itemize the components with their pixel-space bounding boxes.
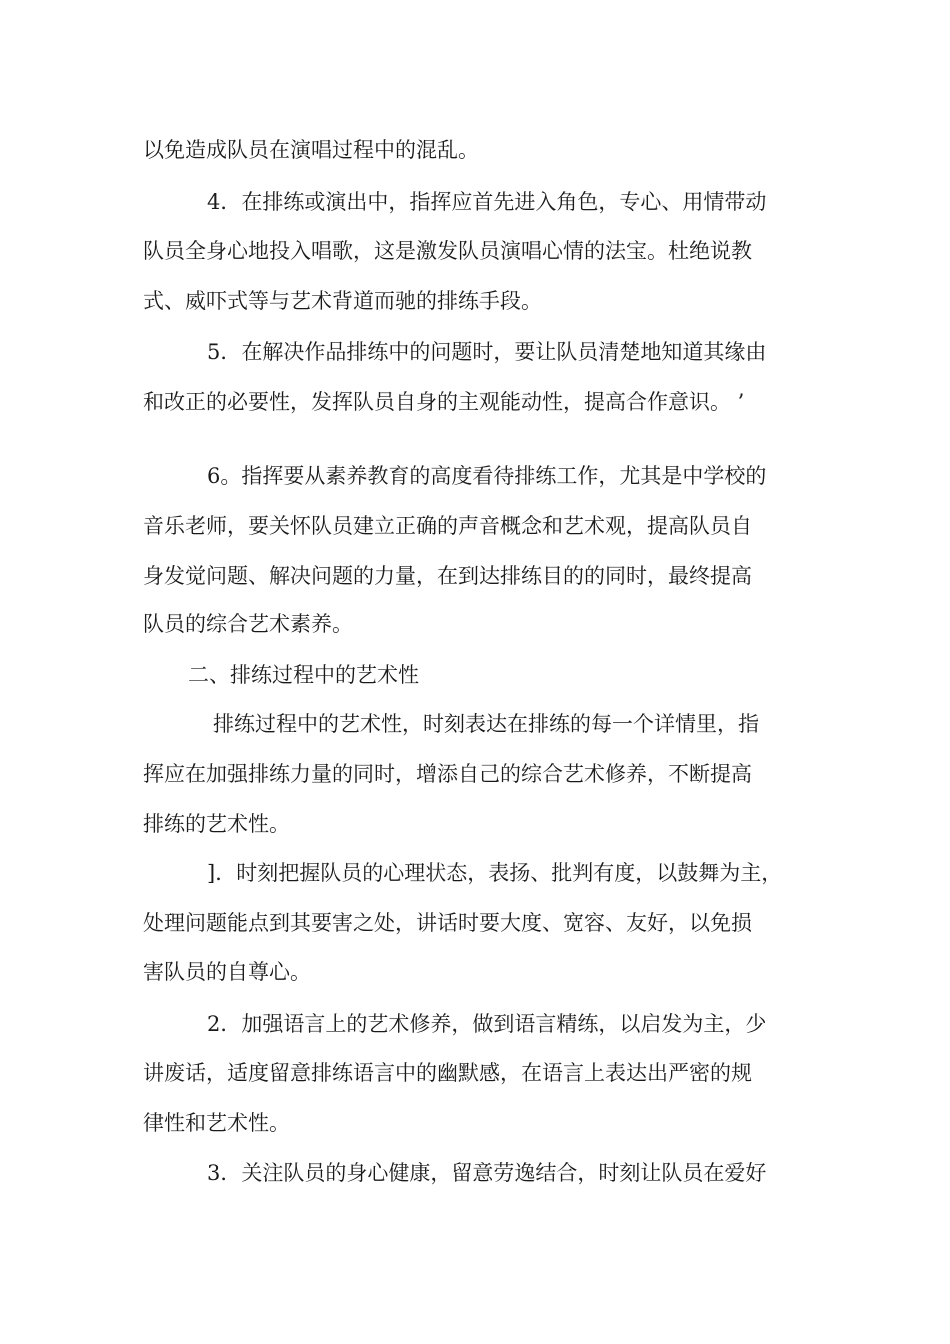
text-line: 队员全身心地投入唱歌，这是激发队员演唱心情的法宝。杜绝说教 [143, 239, 752, 263]
text-line: 害队员的自尊心。 [143, 960, 311, 984]
text-line: 排练过程中的艺术性，时刻表达在排练的每一个详情里，指 [213, 712, 759, 736]
text-line: 3．关注队员的身心健康，留意劳逸结合，时刻让队员在爱好 [207, 1161, 767, 1185]
text-line: 队员的综合艺术素养。 [143, 612, 353, 636]
text-line: 身发觉问题、解决问题的力量，在到达排练目的的同时，最终提高 [143, 564, 752, 588]
text-line: 5．在解决作品排练中的问题时，要让队员清楚地知道其缘由 [207, 340, 767, 364]
text-line: 4．在排练或演出中，指挥应首先进入角色，专心、用情带动 [207, 190, 767, 214]
section-heading: 二、排练过程中的艺术性 [188, 663, 419, 687]
text-line: 6。指挥要从素养教育的高度看待排练工作，尤其是中学校的 [207, 464, 767, 488]
text-line: 以免造成队员在演唱过程中的混乱。 [143, 138, 479, 162]
text-line: ]．时刻把握队员的心理状态，表扬、批判有度，以鼓舞为主， [207, 861, 783, 885]
text-line: 和改正的必要性，发挥队员自身的主观能动性，提高合作意识。 ’ [143, 390, 745, 414]
text-line: 律性和艺术性。 [143, 1111, 290, 1135]
text-line: 2．加强语言上的艺术修养，做到语言精练，以启发为主，少 [207, 1012, 767, 1036]
text-line: 音乐老师，要关怀队员建立正确的声音概念和艺术观，提高队员自 [143, 514, 752, 538]
text-line: 排练的艺术性。 [143, 812, 290, 836]
text-line: 处理问题能点到其要害之处，讲话时要大度、宽容、友好，以免损 [143, 911, 752, 935]
text-line: 讲废话，适度留意排练语言中的幽默感，在语言上表达出严密的规 [143, 1061, 752, 1085]
text-line: 挥应在加强排练力量的同时，增添自己的综合艺术修养，不断提高 [143, 762, 752, 786]
text-line: 式、威吓式等与艺术背道而驰的排练手段。 [143, 289, 542, 313]
